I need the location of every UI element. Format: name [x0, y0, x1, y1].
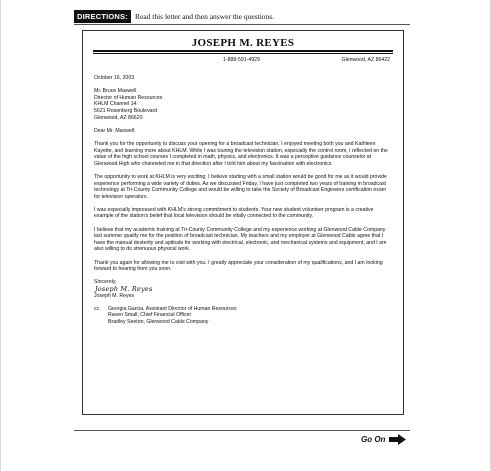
- salutation: Dear Mr. Maxwell:: [94, 127, 136, 134]
- recipient-line: Mr. Bruce Maxwell: [94, 88, 137, 95]
- letterhead-phone: 1-888-591-4929: [223, 57, 260, 63]
- letterhead-rule-thick: [93, 50, 393, 52]
- paragraph: I believe that my academic training at Tri-County Community College and my experience working at Glenwood Cable Company last summer qualify me for the position of broadcast technician. My teachers and my employer at Glenwood Cable agree that I have the manual dexterity and aptitude for working with electrical, electronic, and mechanical systems and equipment, and I am also willing to do strenuous physical work.: [94, 226, 387, 253]
- paragraph: The opportunity to work at KHLM is very exciting. I believe starting with a small station would be good for me as it would provide experience performing a wide variety of duties. As we discussed Friday, I have just completed two years of training in broadcast technology at Tri-County Community College and would be willing to take the Society of Broadcast Engineers certification exam for television operators.: [94, 173, 387, 200]
- right-arrow-icon: [389, 434, 406, 445]
- handwritten-signature: Joseph M. Reyes: [95, 285, 153, 293]
- letter-document: [82, 30, 404, 415]
- directions-label: DIRECTIONS:: [74, 10, 131, 23]
- paragraph: I was especially impressed with KHLM's strong commitment to students. Your new student volunteer program is a creative example of the station's belief that local television should be vitally connected to the community.: [94, 206, 374, 220]
- letterhead-name: JOSEPH M. REYES: [191, 37, 295, 49]
- cc-entry: Georgia Garcia, Assistant Director of Human Resources: [108, 305, 237, 312]
- letter-date: October 16, 2003: [94, 75, 135, 81]
- letterhead-rule-thin: [93, 53, 393, 54]
- signer-name: Joseph M. Reyes: [94, 293, 135, 299]
- cc-block: [94, 306, 391, 326]
- go-on-label: Go On: [361, 435, 386, 444]
- bottom-rule: [74, 430, 410, 431]
- directions-text: Read this letter and then answer the questions.: [134, 12, 275, 21]
- letterhead-location: Glenwood, AZ 86422: [341, 57, 390, 63]
- recipient-line: 5621 Rosenberg Boulevard: [94, 107, 158, 114]
- recipient-line: Glenwood, AZ 86620: [94, 114, 143, 121]
- closing: Sincerely,: [94, 279, 117, 286]
- left-frame-line: [0, 0, 1, 471]
- letter-body: [94, 75, 391, 325]
- directions-bar: [74, 9, 410, 25]
- cc-entry: Raven Small, Chief Financial Officer: [108, 312, 192, 319]
- cc-label: cc.: [94, 305, 101, 312]
- recipient-line: KHLM Channel 14: [94, 101, 137, 108]
- cc-entry: Bradley Seeton, Glenwood Cable Company: [108, 318, 209, 325]
- paragraph: Thank you for the opportunity to discuss your opening for a broadcast technician. I enjoyed meeting both you and Kathleen Kayette, and learning more about KHLM. While I was touring the television station, especially the control room, I reflected on the value of the high school courses I completed in math, physics, and electronics. It was a perceptive guidance counselor at Glenwood High who channeled me in that direction after I told him about my fascination with electronics.: [94, 140, 388, 167]
- recipient-line: Director of Human Resources: [94, 94, 163, 101]
- cc-list: [108, 306, 237, 326]
- go-on-button[interactable]: [361, 434, 406, 445]
- paragraph: Thank you again for allowing me to visit with you. I greatly appreciate your consideration of my qualifications, and I am looking forward to hearing from you soon.: [94, 259, 383, 273]
